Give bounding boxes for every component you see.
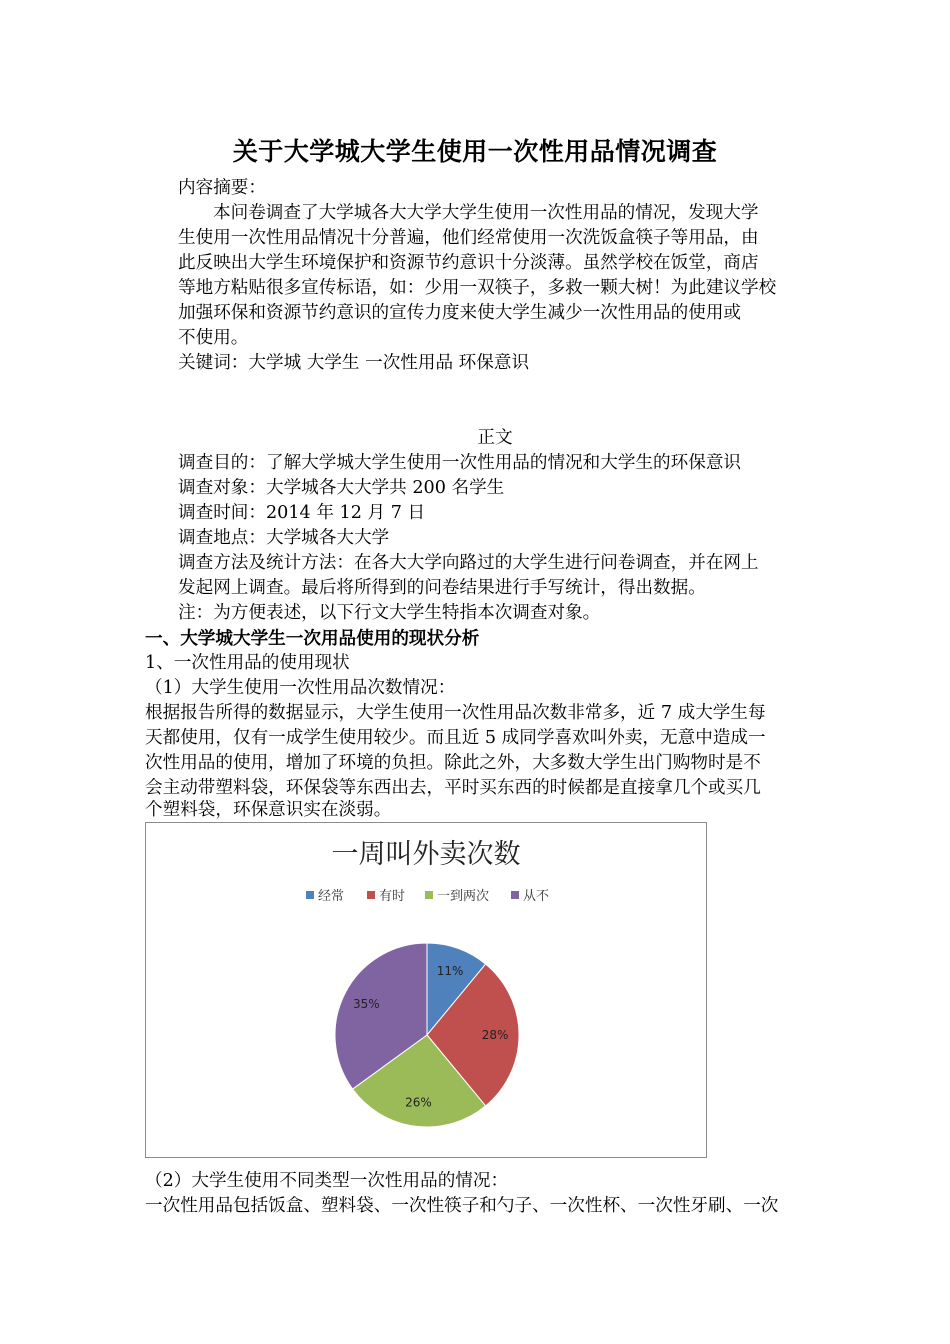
abstract-line: 此反映出大学生环境保护和资源节约意识十分淡薄。虽然学校在饭堂，商店 — [178, 253, 759, 273]
abstract-line: 本问卷调查了大学城各大大学大学生使用一次性用品的情况，发现大学 — [213, 203, 759, 223]
survey-place: 调查地点：大学城各大大学 — [178, 528, 390, 548]
legend-swatch — [511, 891, 519, 899]
item-heading: （2）大学生使用不同类型一次性用品的情况： — [145, 1171, 509, 1191]
item-heading: （1）大学生使用一次性用品次数情况： — [145, 678, 456, 698]
abstract-line: 不使用。 — [178, 328, 249, 348]
section-heading: 一、大学城大学生一次用品使用的现状分析 — [145, 628, 480, 649]
survey-subject: 调查对象：大学城各大大学共 200 名学生 — [178, 478, 505, 498]
paragraph-line: 会主动带塑料袋，环保袋等东西出去，平时买东西的时候都是直接拿几个或买几 — [145, 778, 761, 798]
chart-title: 一周叫外卖次数 — [331, 839, 521, 870]
abstract-line: 生使用一次性用品情况十分普遍，他们经常使用一次洗饭盒筷子等用品，由 — [178, 228, 759, 248]
keywords: 关键词：大学城 大学生 一次性用品 环保意识 — [178, 353, 530, 373]
legend-swatch — [306, 891, 314, 899]
survey-note: 注：为方便表述，以下行文大学生特指本次调查对象。 — [178, 603, 601, 623]
pie-chart — [145, 822, 707, 1158]
paragraph-line: 次性用品的使用，增加了环境的负担。除此之外，大多数大学生出门购物时是不 — [145, 753, 761, 773]
pie-data-label: 11% — [436, 963, 464, 978]
legend-label: 经常 — [318, 889, 345, 904]
abstract-line: 加强环保和资源节约意识的宣传力度来使大学生减少一次性用品的使用或 — [178, 303, 742, 323]
pie-data-label: 35% — [352, 997, 380, 1012]
chart-legend — [306, 888, 549, 904]
legend-label: 从不 — [523, 889, 550, 904]
survey-time: 调查时间：2014 年 12 月 7 日 — [178, 503, 426, 523]
legend-label: 一到两次 — [437, 889, 490, 904]
abstract-line: 等地方粘贴很多宣传标语，如：少用一双筷子，多救一颗大树！为此建议学校 — [178, 278, 777, 298]
abstract-heading: 内容摘要： — [178, 178, 266, 198]
pie-data-label: 28% — [481, 1028, 509, 1042]
legend-swatch — [425, 891, 433, 899]
legend-swatch — [367, 891, 375, 899]
body-heading: 正文 — [477, 428, 513, 448]
survey-method: 发起网上调查。最后将所得到的问卷结果进行手写统计，得出数据。 — [178, 578, 706, 598]
document-title: 关于大学城大学生使用一次性用品情况调查 — [232, 137, 718, 166]
survey-purpose: 调查目的：了解大学城大学生使用一次性用品的情况和大学生的环保意识 — [178, 453, 742, 473]
survey-method: 调查方法及统计方法：在各大大学向路过的大学生进行问卷调查，并在网上 — [178, 553, 759, 573]
paragraph-line: 个塑料袋，环保意识实在淡弱。 — [145, 800, 392, 820]
paragraph-line: 一次性用品包括饭盒、塑料袋、一次性筷子和勺子、一次性杯、一次性牙刷、一次 — [145, 1196, 779, 1216]
legend-label: 有时 — [379, 889, 406, 904]
paragraph-line: 根据报告所得的数据显示，大学生使用一次性用品次数非常多，近 7 成大学生每 — [145, 703, 766, 723]
pie-data-label: 26% — [405, 1095, 432, 1110]
pie-chart-canvas — [146, 823, 706, 1157]
paragraph-line: 天都使用，仅有一成学生使用较少。而且近 5 成同学喜欢叫外卖，无意中造成一 — [145, 728, 766, 748]
subsection-heading: 1、一次性用品的使用现状 — [145, 653, 350, 673]
